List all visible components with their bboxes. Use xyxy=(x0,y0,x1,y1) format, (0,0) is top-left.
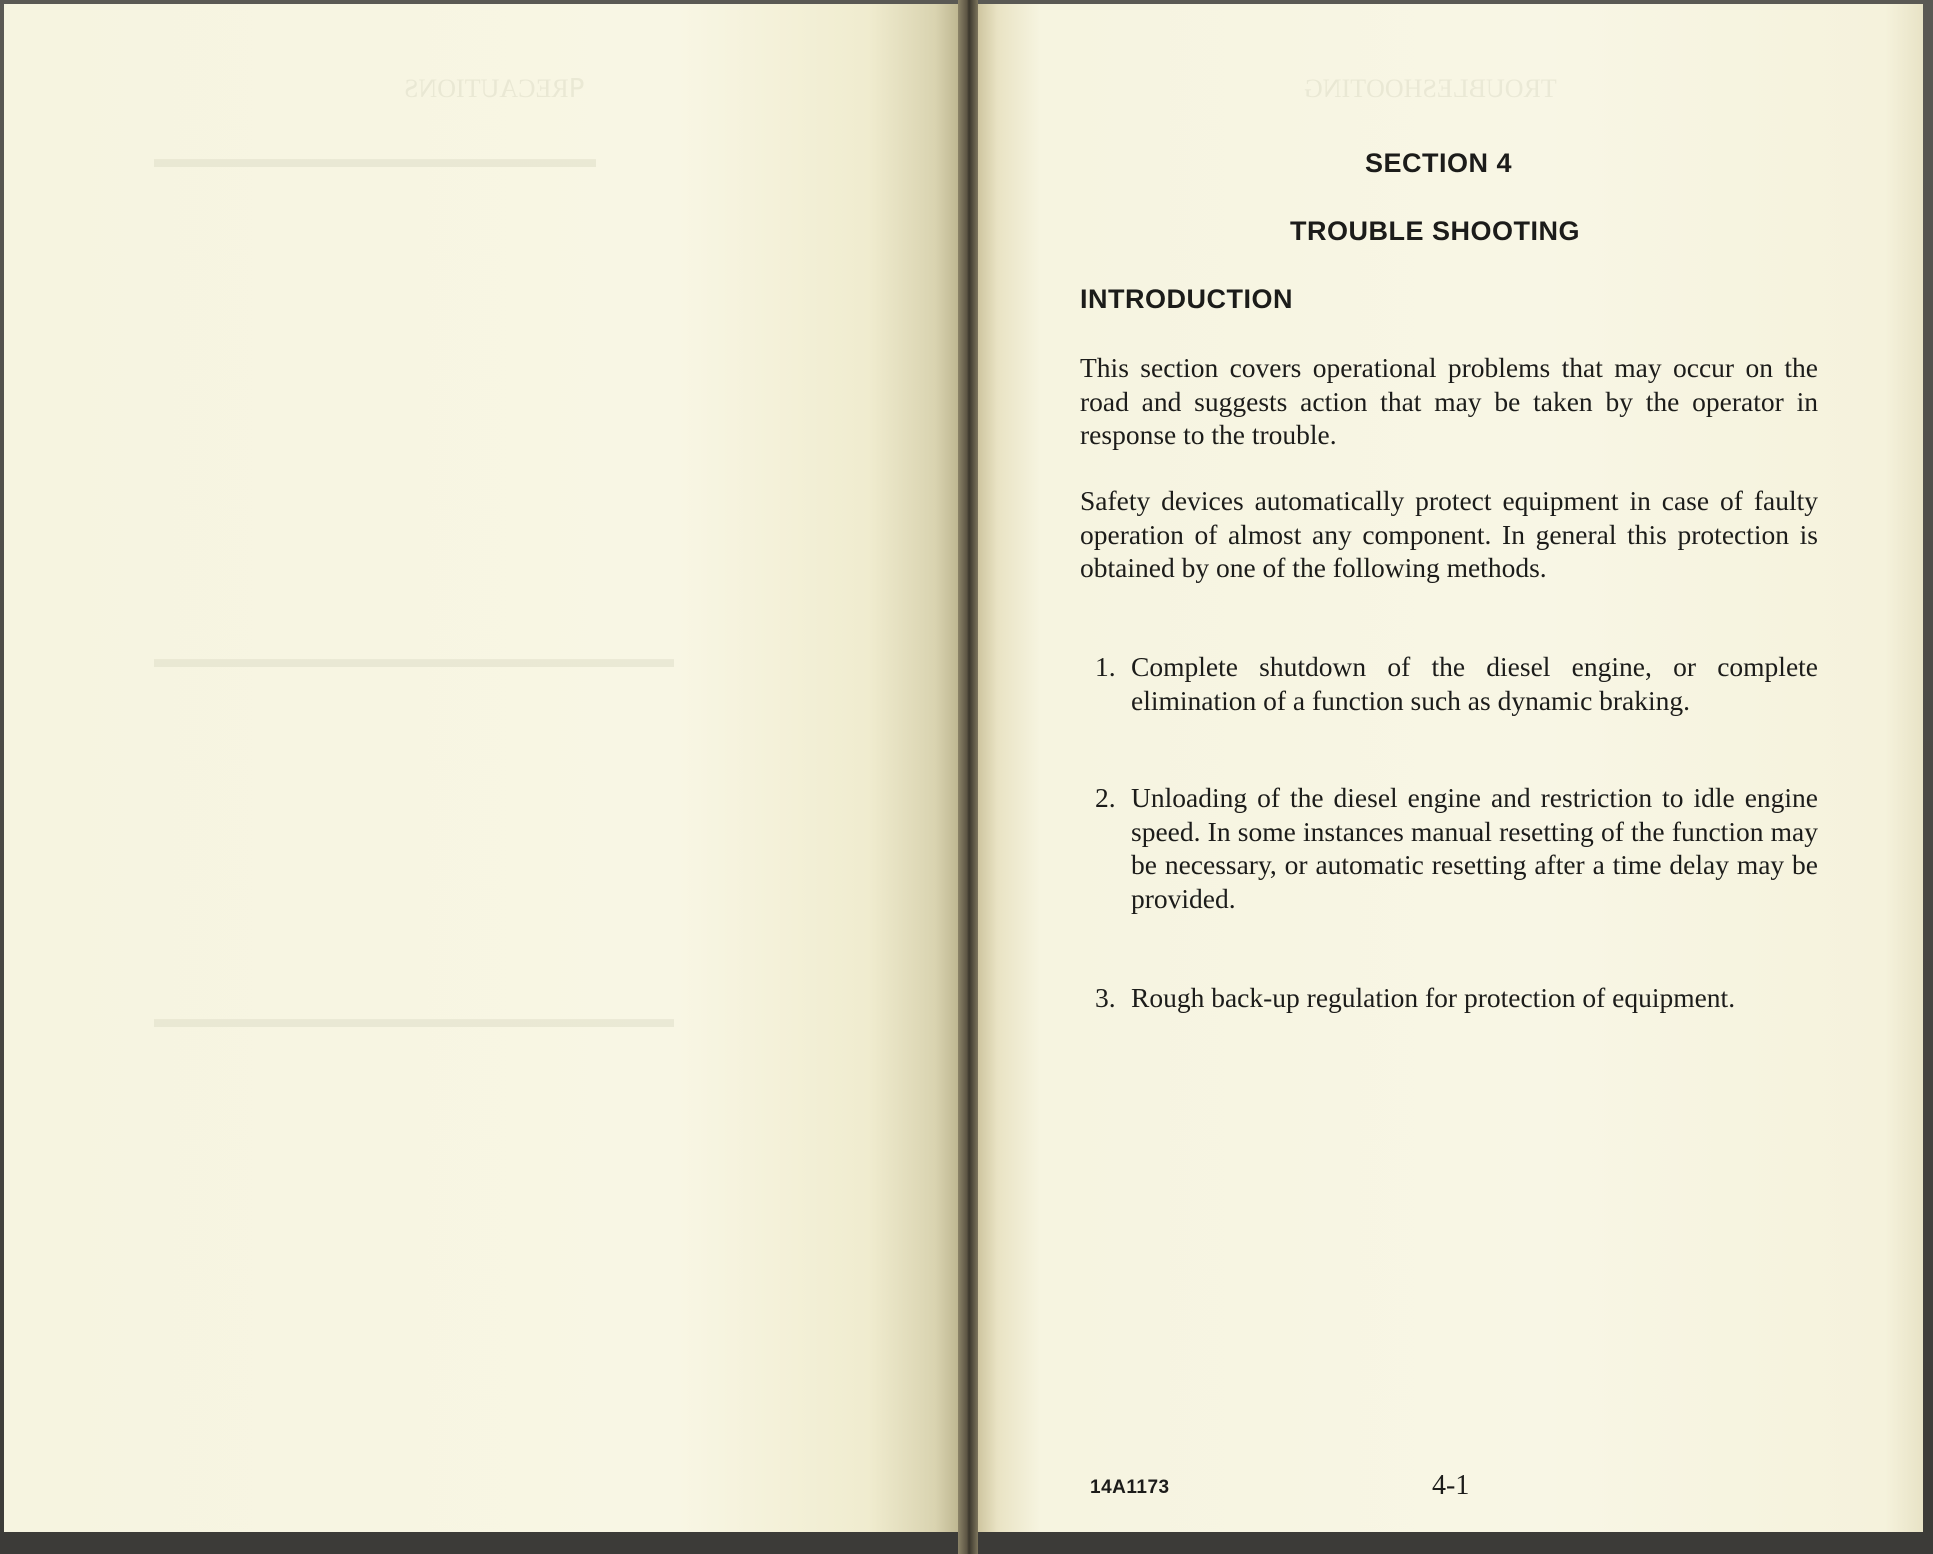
intro-heading: INTRODUCTION xyxy=(1080,284,1293,314)
bleed-through-line: ▬▬▬▬▬▬▬▬▬▬▬▬▬▬▬▬▬ xyxy=(154,144,596,173)
bleed-through-line: ▬▬▬▬▬▬▬▬▬▬▬▬▬▬▬▬▬▬▬▬ xyxy=(154,1004,674,1033)
page-number: 4-1 xyxy=(1432,1470,1470,1501)
list-number: 1. xyxy=(1095,651,1116,682)
list-text: Complete shutdown of the diesel engine, or complete elimination of a function such as dynamic braking. xyxy=(1131,651,1818,716)
bleed-through-header: ꟼ͏RECAUTIONS xyxy=(404,74,585,103)
list-item-1 xyxy=(1095,650,1818,717)
document-code: 14A1173 xyxy=(1090,1477,1170,1498)
bleed-through-line: ▬▬▬▬▬▬▬▬▬▬▬▬▬▬▬▬▬▬▬▬ xyxy=(154,644,674,673)
list-text: Unloading of the diesel engine and restriction to idle engine speed. In some instances manual resetting of the function may be necessary, or automatic resetting after a time delay may be provided. xyxy=(1131,782,1818,914)
left-page xyxy=(4,4,964,1532)
list-number: 2. xyxy=(1095,782,1116,813)
list-text: Rough back-up regulation for protection of equipment. xyxy=(1131,982,1736,1013)
list-item-3 xyxy=(1095,981,1818,1015)
paragraph-2: Safety devices automatically protect equipment in case of faulty operation of almost any component. In general this protection is obtained by one of the following methods. xyxy=(1080,485,1818,583)
section-label: SECTION 4 xyxy=(1365,148,1513,178)
list-item-2 xyxy=(1095,781,1818,915)
paragraph-1: This section covers operational problems that may occur on the road and suggests action that may be taken by the operator in response to the trouble. xyxy=(1080,352,1818,450)
bleed-through-header: TROUBLESHOOTING xyxy=(1304,74,1557,103)
section-title: TROUBLE SHOOTING xyxy=(1290,216,1580,246)
book-gutter xyxy=(958,0,978,1554)
list-number: 3. xyxy=(1095,982,1116,1013)
